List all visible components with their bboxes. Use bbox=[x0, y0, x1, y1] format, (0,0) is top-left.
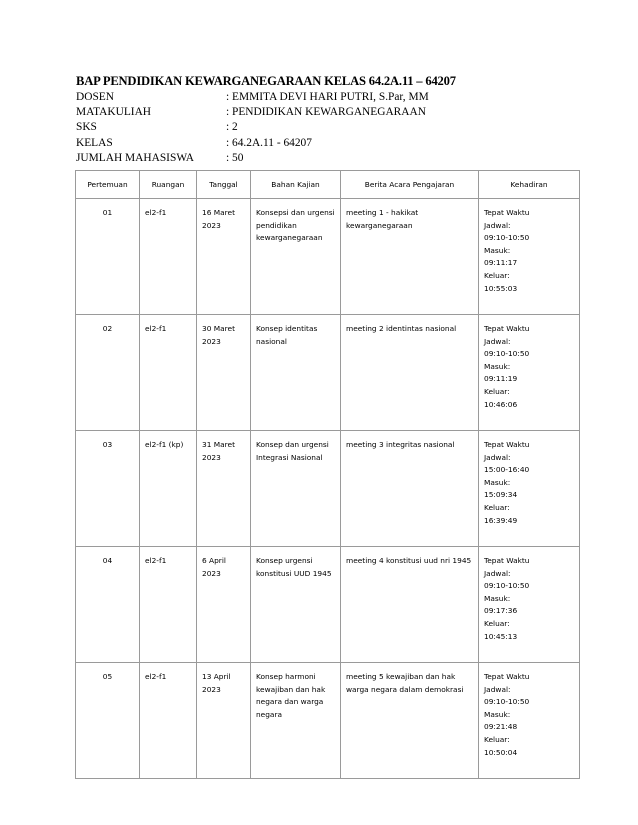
masuk-value: 15:09:34 bbox=[484, 490, 518, 500]
header-kehadiran: Kehadiran bbox=[479, 171, 580, 199]
cell-kehadiran bbox=[479, 315, 580, 431]
cell-berita-acara: meeting 1 - hakikat kewarganegaraan bbox=[341, 199, 479, 315]
masuk-value: 09:17:36 bbox=[484, 606, 518, 616]
cell-berita-acara: meeting 2 identintas nasional bbox=[341, 315, 479, 431]
cell-bahan-kajian: Konsepsi dan urgensi pendidikan kewarganegaraan bbox=[251, 199, 341, 315]
jadwal-label: Jadwal: bbox=[484, 684, 511, 694]
keluar-value: 10:46:06 bbox=[484, 399, 518, 409]
cell-ruangan: el2-f1 bbox=[140, 315, 197, 431]
masuk-value: 09:11:17 bbox=[484, 258, 518, 268]
kehadiran-status: Tepat Waktu bbox=[484, 440, 530, 449]
masuk-label: Masuk: bbox=[484, 477, 511, 487]
keluar-label: Keluar: bbox=[484, 270, 510, 280]
cell-pertemuan: 05 bbox=[76, 663, 140, 779]
info-value: : 64.2A.11 - 64207 bbox=[226, 136, 312, 149]
document-title: BAP PENDIDIKAN KEWARGANEGARAAN KELAS 64.2A.11 – 64207 bbox=[76, 74, 456, 88]
info-label: SKS bbox=[76, 121, 97, 134]
info-label: DOSEN bbox=[76, 91, 114, 103]
cell-berita-acara: meeting 4 konstitusi uud nri 1945 bbox=[341, 547, 479, 663]
info-label: JUMLAH MAHASISWA bbox=[76, 151, 195, 164]
keluar-label: Keluar: bbox=[484, 618, 510, 628]
masuk-value: 09:21:48 bbox=[484, 722, 518, 732]
cell-tanggal: 31 Maret 2023 bbox=[197, 431, 251, 547]
cell-tanggal: 13 April 2023 bbox=[197, 663, 251, 779]
cell-ruangan: el2-f1 bbox=[140, 663, 197, 779]
info-value: : PENDIDIKAN KEWARGANEGARAAN bbox=[226, 106, 426, 119]
info-label: MATAKULIAH bbox=[76, 106, 152, 119]
cell-kehadiran bbox=[479, 547, 580, 663]
table-row bbox=[76, 431, 580, 547]
header-berita-acara: Berita Acara Pengajaran bbox=[341, 171, 479, 199]
table-row bbox=[76, 199, 580, 315]
keluar-value: 10:45:13 bbox=[484, 631, 518, 641]
jadwal-value: 09:10-10:50 bbox=[484, 233, 530, 243]
keluar-label: Keluar: bbox=[484, 502, 510, 512]
masuk-label: Masuk: bbox=[484, 593, 511, 603]
cell-tanggal: 30 Maret 2023 bbox=[197, 315, 251, 431]
cell-kehadiran bbox=[479, 199, 580, 315]
table-row bbox=[76, 315, 580, 431]
keluar-value: 10:50:04 bbox=[484, 747, 518, 757]
table-header-row bbox=[76, 171, 580, 199]
jadwal-value: 15:00-16:40 bbox=[484, 465, 530, 475]
cell-pertemuan: 02 bbox=[76, 315, 140, 431]
header-tanggal: Tanggal bbox=[197, 171, 251, 199]
cell-berita-acara: meeting 5 kewajiban dan hak warga negara dalam demokrasi bbox=[341, 663, 479, 779]
cell-bahan-kajian: Konsep dan urgensi Integrasi Nasional bbox=[251, 431, 341, 547]
masuk-value: 09:11:19 bbox=[484, 374, 518, 384]
info-value: : EMMITA DEVI HARI PUTRI, S.Par, MM bbox=[226, 91, 429, 103]
cell-ruangan: el2-f1 bbox=[140, 547, 197, 663]
jadwal-value: 09:10-10:50 bbox=[484, 349, 530, 359]
cell-kehadiran bbox=[479, 431, 580, 547]
jadwal-label: Jadwal: bbox=[484, 452, 511, 462]
kehadiran-status: Tepat Waktu bbox=[484, 556, 530, 565]
cell-tanggal: 6 April 2023 bbox=[197, 547, 251, 663]
keluar-label: Keluar: bbox=[484, 386, 510, 396]
keluar-value: 16:39:49 bbox=[484, 515, 518, 525]
keluar-value: 10:55:03 bbox=[484, 283, 518, 293]
table-row bbox=[76, 663, 580, 779]
cell-pertemuan: 04 bbox=[76, 547, 140, 663]
cell-ruangan: el2-f1 bbox=[140, 199, 197, 315]
kehadiran-status: Tepat Waktu bbox=[484, 208, 530, 217]
kehadiran-status: Tepat Waktu bbox=[484, 324, 530, 333]
info-value: : 2 bbox=[226, 121, 238, 134]
cell-pertemuan: 03 bbox=[76, 431, 140, 547]
header-ruangan: Ruangan bbox=[140, 171, 197, 199]
kehadiran-status: Tepat Waktu bbox=[484, 672, 530, 681]
jadwal-value: 09:10-10:50 bbox=[484, 581, 530, 591]
cell-bahan-kajian: Konsep harmoni kewajiban dan hak negara dan warga negara bbox=[251, 663, 341, 779]
jadwal-label: Jadwal: bbox=[484, 568, 511, 578]
header-pertemuan: Pertemuan bbox=[76, 171, 140, 199]
masuk-label: Masuk: bbox=[484, 361, 511, 371]
keluar-label: Keluar: bbox=[484, 734, 510, 744]
info-label: KELAS bbox=[76, 136, 113, 149]
cell-berita-acara: meeting 3 integritas nasional bbox=[341, 431, 479, 547]
cell-bahan-kajian: Konsep identitas nasional bbox=[251, 315, 341, 431]
cell-pertemuan: 01 bbox=[76, 199, 140, 315]
header-bahan-kajian: Bahan Kajian bbox=[251, 171, 341, 199]
cell-bahan-kajian: Konsep urgensi konstitusi UUD 1945 bbox=[251, 547, 341, 663]
info-value: : 50 bbox=[226, 151, 244, 164]
bap-table bbox=[75, 170, 580, 779]
table-row bbox=[76, 547, 580, 663]
jadwal-value: 09:10-10:50 bbox=[484, 697, 530, 707]
masuk-label: Masuk: bbox=[484, 709, 511, 719]
jadwal-label: Jadwal: bbox=[484, 336, 511, 346]
cell-tanggal: 16 Maret 2023 bbox=[197, 199, 251, 315]
masuk-label: Masuk: bbox=[484, 245, 511, 255]
cell-ruangan: el2-f1 (kp) bbox=[140, 431, 197, 547]
jadwal-label: Jadwal: bbox=[484, 220, 511, 230]
cell-kehadiran bbox=[479, 663, 580, 779]
